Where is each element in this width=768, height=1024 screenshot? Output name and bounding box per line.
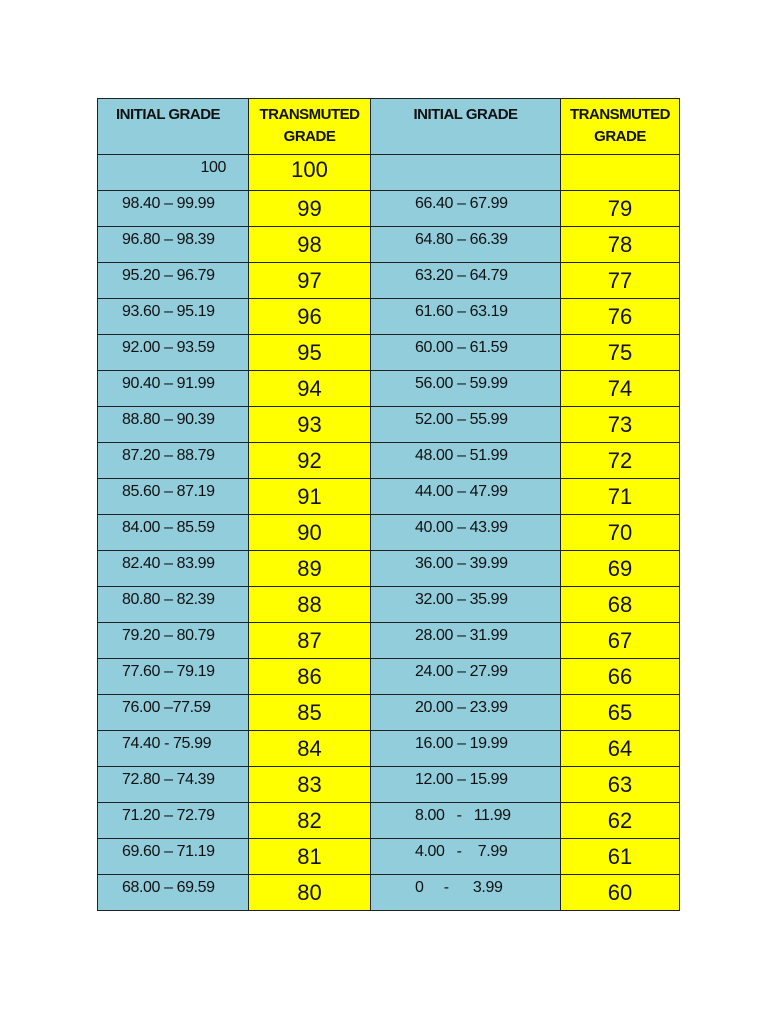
transmuted-grade-cell: 87 [249, 623, 371, 659]
initial-grade-range-cell: 44.00 – 47.99 [371, 479, 561, 515]
table-row [98, 587, 680, 623]
initial-grade-range-cell: 64.80 – 66.39 [371, 227, 561, 263]
transmuted-grade-cell: 85 [249, 695, 371, 731]
initial-grade-range-cell: 82.40 – 83.99 [98, 551, 249, 587]
transmuted-grade-cell: 63 [561, 767, 680, 803]
transmuted-grade-cell: 81 [249, 839, 371, 875]
transmuted-grade-cell: 65 [561, 695, 680, 731]
initial-grade-range-cell: 90.40 – 91.99 [98, 371, 249, 407]
table-row [98, 227, 680, 263]
table-row [98, 299, 680, 335]
initial-grade-range-cell: 71.20 – 72.79 [98, 803, 249, 839]
header-transmuted-line1: TRANSMUTED [570, 106, 670, 123]
table-row [98, 659, 680, 695]
transmuted-grade-cell: 70 [561, 515, 680, 551]
transmuted-grade-cell: 88 [249, 587, 371, 623]
table-row [98, 191, 680, 227]
initial-grade-range-cell: 60.00 – 61.59 [371, 335, 561, 371]
transmuted-grade-cell: 66 [561, 659, 680, 695]
initial-grade-range-cell: 0 - 3.99 [371, 875, 561, 911]
initial-grade-range-cell: 85.60 – 87.19 [98, 479, 249, 515]
initial-grade-range-cell: 28.00 – 31.99 [371, 623, 561, 659]
table-header [98, 99, 680, 155]
initial-grade-range-cell: 40.00 – 43.99 [371, 515, 561, 551]
transmuted-grade-cell: 83 [249, 767, 371, 803]
initial-grade-range-cell: 52.00 – 55.99 [371, 407, 561, 443]
initial-grade-range-cell: 68.00 – 69.59 [98, 875, 249, 911]
header-row [98, 99, 680, 155]
transmuted-grade-cell: 78 [561, 227, 680, 263]
table-row [98, 335, 680, 371]
transmuted-grade-cell: 73 [561, 407, 680, 443]
initial-grade-range-cell: 77.60 – 79.19 [98, 659, 249, 695]
table-row [98, 371, 680, 407]
transmuted-grade-cell: 69 [561, 551, 680, 587]
initial-grade-range-cell: 69.60 – 71.19 [98, 839, 249, 875]
initial-grade-range-cell: 56.00 – 59.99 [371, 371, 561, 407]
initial-grade-range-cell: 96.80 – 98.39 [98, 227, 249, 263]
transmuted-grade-cell: 100 [249, 155, 371, 191]
table-row [98, 407, 680, 443]
initial-grade-range-cell: 4.00 - 7.99 [371, 839, 561, 875]
initial-grade-range-cell: 79.20 – 80.79 [98, 623, 249, 659]
initial-grade-range-cell: 88.80 – 90.39 [98, 407, 249, 443]
header-initial-grade-left: INITIAL GRADE [98, 99, 249, 155]
table-row [98, 767, 680, 803]
table-row [98, 875, 680, 911]
initial-grade-range-cell: 66.40 – 67.99 [371, 191, 561, 227]
transmuted-grade-cell: 97 [249, 263, 371, 299]
table-row [98, 155, 680, 191]
transmuted-grade-cell: 92 [249, 443, 371, 479]
transmuted-grade-cell: 99 [249, 191, 371, 227]
header-transmuted-line2: GRADE [594, 128, 646, 145]
transmuted-grade-cell: 93 [249, 407, 371, 443]
table-row [98, 263, 680, 299]
initial-grade-range-cell: 63.20 – 64.79 [371, 263, 561, 299]
initial-grade-range-cell: 87.20 – 88.79 [98, 443, 249, 479]
transmuted-grade-cell: 75 [561, 335, 680, 371]
transmuted-grade-cell: 80 [249, 875, 371, 911]
header-initial-grade-right: INITIAL GRADE [371, 99, 561, 155]
initial-grade-range-cell: 72.80 – 74.39 [98, 767, 249, 803]
transmuted-grade-cell: 74 [561, 371, 680, 407]
initial-grade-range-cell: 93.60 – 95.19 [98, 299, 249, 335]
transmuted-grade-cell: 76 [561, 299, 680, 335]
transmuted-grade-cell: 77 [561, 263, 680, 299]
initial-grade-range-cell: 48.00 – 51.99 [371, 443, 561, 479]
transmuted-grade-cell: 94 [249, 371, 371, 407]
initial-grade-range-cell: 98.40 – 99.99 [98, 191, 249, 227]
table-row [98, 515, 680, 551]
table-row [98, 695, 680, 731]
transmuted-grade-cell: 82 [249, 803, 371, 839]
transmuted-grade-cell: 61 [561, 839, 680, 875]
initial-grade-range-cell: 24.00 – 27.99 [371, 659, 561, 695]
initial-grade-range-cell: 8.00 - 11.99 [371, 803, 561, 839]
initial-grade-range-cell: 12.00 – 15.99 [371, 767, 561, 803]
initial-grade-range-cell: 80.80 – 82.39 [98, 587, 249, 623]
header-transmuted-grade-left [249, 99, 371, 155]
transmuted-grade-cell: 71 [561, 479, 680, 515]
transmuted-grade-cell [561, 155, 680, 191]
initial-grade-range-cell: 100 [98, 155, 249, 191]
initial-grade-range-cell: 32.00 – 35.99 [371, 587, 561, 623]
initial-grade-range-cell: 95.20 – 96.79 [98, 263, 249, 299]
initial-grade-range-cell: 92.00 – 93.59 [98, 335, 249, 371]
transmuted-grade-cell: 89 [249, 551, 371, 587]
initial-grade-range-cell: 74.40 - 75.99 [98, 731, 249, 767]
header-transmuted-line2: GRADE [283, 128, 336, 145]
transmuted-grade-cell: 98 [249, 227, 371, 263]
table-row [98, 803, 680, 839]
transmutation-table [97, 98, 680, 911]
table-row [98, 551, 680, 587]
initial-grade-range-cell: 61.60 – 63.19 [371, 299, 561, 335]
table-row [98, 479, 680, 515]
transmuted-grade-cell: 96 [249, 299, 371, 335]
transmuted-grade-cell: 91 [249, 479, 371, 515]
transmuted-grade-cell: 64 [561, 731, 680, 767]
table-row [98, 623, 680, 659]
transmuted-grade-cell: 72 [561, 443, 680, 479]
table-row [98, 443, 680, 479]
transmuted-grade-cell: 95 [249, 335, 371, 371]
initial-grade-range-cell [371, 155, 561, 191]
transmuted-grade-cell: 86 [249, 659, 371, 695]
transmuted-grade-cell: 60 [561, 875, 680, 911]
initial-grade-range-cell: 36.00 – 39.99 [371, 551, 561, 587]
table-body [98, 155, 680, 911]
initial-grade-range-cell: 76.00 –77.59 [98, 695, 249, 731]
transmuted-grade-cell: 62 [561, 803, 680, 839]
initial-grade-range-cell: 20.00 – 23.99 [371, 695, 561, 731]
transmuted-grade-cell: 67 [561, 623, 680, 659]
transmuted-grade-cell: 84 [249, 731, 371, 767]
header-transmuted-line1: TRANSMUTED [259, 106, 360, 123]
table-row [98, 839, 680, 875]
header-transmuted-grade-right [561, 99, 680, 155]
initial-grade-range-cell: 84.00 – 85.59 [98, 515, 249, 551]
initial-grade-range-cell: 16.00 – 19.99 [371, 731, 561, 767]
transmuted-grade-cell: 79 [561, 191, 680, 227]
transmuted-grade-cell: 90 [249, 515, 371, 551]
transmuted-grade-cell: 68 [561, 587, 680, 623]
table-row [98, 731, 680, 767]
